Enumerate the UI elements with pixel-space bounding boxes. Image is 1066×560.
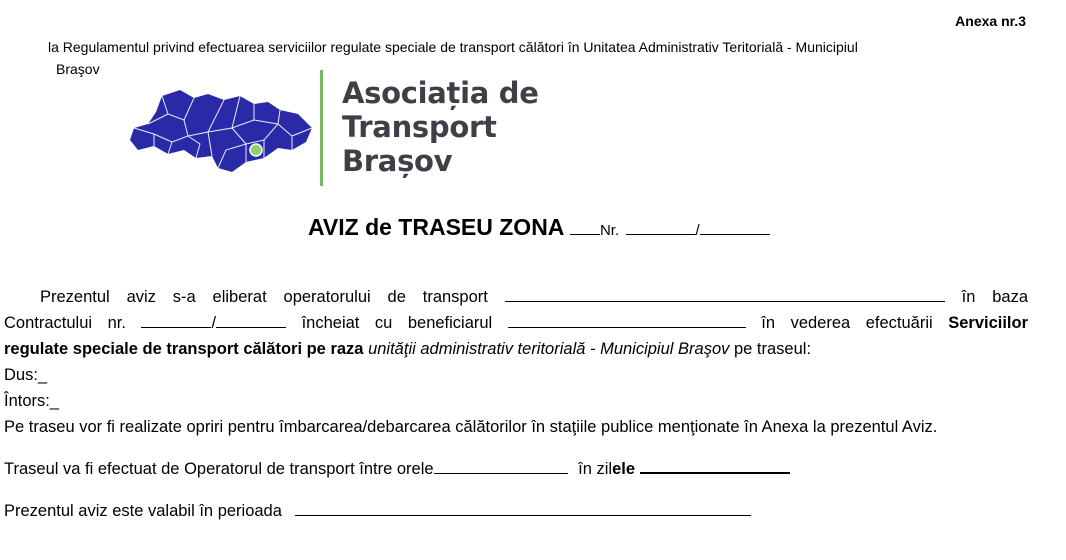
p1-text-b: în baza	[961, 288, 1029, 306]
route-outbound: Dus:_	[4, 366, 48, 384]
hours-blank	[434, 472, 568, 474]
brand-line-2: Transport	[342, 110, 497, 144]
association-name	[342, 76, 539, 178]
p4-text: Prezentul aviz este valabil în perioada	[4, 502, 282, 520]
nr-label: Nr.	[599, 222, 620, 239]
p1-text-g: regulate speciale de transport călători pe raza	[4, 340, 364, 358]
year-blank	[700, 233, 770, 235]
p1-text-f: Serviciilor	[948, 314, 1029, 332]
brasov-county-map-icon	[128, 84, 316, 176]
document-title	[308, 214, 770, 241]
regulation-line-1: la Regulamentul privind efectuarea serviciilor regulate speciale de transport călători în Unitatea Administrativ Teritorială - Municipiul	[48, 39, 858, 55]
route-return: Întors:_	[4, 392, 60, 410]
paragraph-validity	[4, 498, 1028, 524]
title-main: AVIZ de TRASEU ZONA	[308, 214, 564, 240]
p1-text-h: unităţii administrativ teritorială - Municipiul Braşov	[368, 340, 730, 358]
association-logo	[128, 68, 598, 188]
number-blank	[626, 233, 696, 235]
contract-year-blank	[216, 326, 286, 328]
p1-slash: /	[211, 314, 217, 332]
zone-blank	[570, 233, 600, 235]
p1-text-c: Contractului nr.	[4, 314, 126, 332]
regulation-line-2: Braşov	[56, 61, 100, 77]
location-marker-icon	[250, 144, 262, 156]
paragraph-stops: Pe traseu vor fi realizate opriri pentru îmbarcarea/debarcarea călătorilor în staţiile publice menţionate în Anexa la prezentul Aviz.	[4, 418, 938, 436]
paragraph-1-line-3	[4, 336, 1028, 362]
operator-blank	[505, 300, 945, 302]
p3-text-a: Traseul va fi efectuat de Operatorul de transport între orele	[4, 460, 434, 478]
document-body	[4, 284, 1028, 524]
map-region-shape	[130, 90, 312, 172]
validity-period-blank	[295, 514, 751, 516]
paragraph-1-line-2	[4, 310, 1028, 336]
p1-text-a: Prezentul aviz s-a eliberat operatorului de transport	[40, 288, 488, 306]
p1-text-e: în vederea efectuării	[761, 314, 933, 332]
annex-number: Anexa nr.3	[955, 13, 1026, 29]
p3-text-b: în zil	[578, 460, 613, 478]
days-blank	[640, 471, 790, 474]
logo-divider	[320, 70, 323, 186]
p1-text-d: încheiat cu beneficiarul	[301, 314, 493, 332]
p3-text-c: ele	[612, 460, 636, 478]
brand-line-1: Asociația de	[342, 76, 539, 110]
p1-text-i: pe traseul:	[733, 340, 812, 358]
nr-slash: /	[695, 222, 700, 239]
beneficiary-blank	[508, 326, 746, 328]
brand-line-3: Brașov	[342, 144, 453, 178]
paragraph-schedule	[4, 456, 1028, 482]
contract-number-blank	[141, 326, 211, 328]
paragraph-1-line-1	[4, 284, 1028, 310]
